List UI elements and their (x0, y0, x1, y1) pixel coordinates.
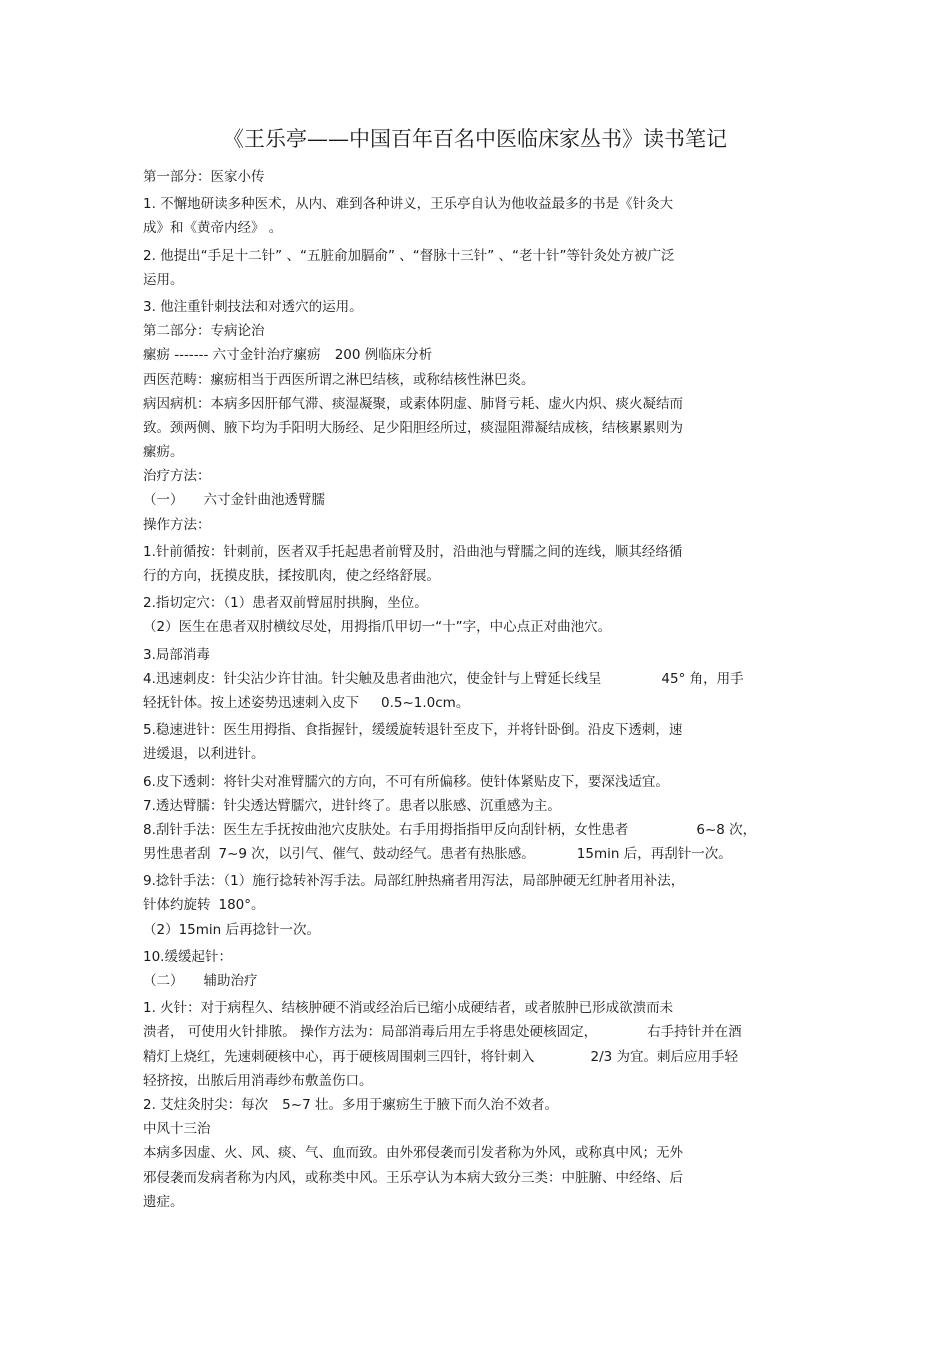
text-segment: 进缓退，以利进针。 (143, 746, 265, 763)
text-segment: 治疗方法： (143, 468, 211, 485)
text-segment: 0.5~1.0cm。 (381, 694, 470, 711)
text-line (143, 216, 808, 240)
text-segment: 致。颈两侧、腋下均为手阳明大肠经、足少阳胆经所过，痰湿阻滞凝结成核，结核累累则为 (143, 419, 683, 436)
text-line (143, 718, 808, 742)
text-line (143, 893, 808, 917)
text-segment: 运用。 (143, 271, 184, 288)
text-segment: 男性患者刮 (143, 846, 211, 863)
text-line (143, 770, 808, 794)
text-line (143, 667, 808, 691)
text-segment: 中风十三治 (143, 1121, 211, 1138)
text-segment: 8.刮针手法：医生左手抚按曲池穴皮肤处。右手用拇指指甲反向刮针柄，女性患者 (143, 821, 629, 838)
text-line (143, 319, 808, 343)
text-line (143, 918, 808, 942)
text-segment: 行的方向，抚摸皮肤，揉按肌肉，使之经络舒展。 (143, 568, 440, 584)
text-line (143, 1141, 808, 1165)
text-segment: 辅助治疗 (203, 973, 258, 989)
text-segment: 瘰疬 ------- 六寸金针治疗瘰疬 (143, 347, 321, 364)
text-line (143, 842, 808, 866)
text-segment: 2/3 为宜。刺后应用手轻 (590, 1048, 739, 1065)
text-segment: 2.指切定穴：（1）患者双前臂屈肘拱胸，坐位。 (143, 595, 428, 612)
text-segment: （2）15min 后再捻针一次。 (143, 921, 321, 938)
text-line (143, 416, 808, 440)
text-segment: 针体约旋转 (143, 897, 211, 914)
text-line (143, 1117, 808, 1141)
text-line (143, 392, 808, 416)
text-segment: 遗症。 (143, 1193, 184, 1210)
text-line (143, 591, 808, 615)
text-line (143, 945, 808, 969)
text-segment: 六寸金针曲池透臂臑 (203, 492, 325, 509)
text-segment: 轻挤按，出脓后用消毒纱布敷盖伤口。 (143, 1072, 373, 1089)
text-line (143, 268, 808, 292)
text-segment: 瘰疬。 (143, 444, 184, 461)
text-segment: 1.针前循按：针刺前，医者双手托起患者前臂及肘，沿曲池与臂臑之间的连线，顺其经络循 (143, 543, 683, 560)
text-line (143, 244, 808, 268)
text-segment: （一） (143, 492, 184, 509)
text-segment: 7.透达臂臑：针尖透达臂臑穴，进针终了。患者以胀感、沉重感为主。 (143, 797, 561, 814)
document-title: 《王乐亭——中国百年百名中医临床家丛书》读书笔记 (223, 127, 727, 151)
text-segment: （二） (143, 973, 184, 989)
text-segment: 右手持针并在酒 (647, 1024, 742, 1041)
text-segment: 第二部分：专病论治 (143, 323, 265, 340)
text-line (143, 464, 808, 488)
text-segment: 成》和《黄帝内经》 。 (143, 220, 283, 237)
text-line (143, 540, 808, 564)
text-line (143, 1045, 808, 1069)
text-line (143, 192, 808, 216)
text-segment: 1. 火针：对于病程久、结核肿硬不消或经治后已缩小成硬结者，或者脓肿已形成欲溃而未 (143, 1000, 674, 1017)
text-line (143, 869, 808, 893)
text-line (143, 996, 808, 1020)
text-line (143, 1093, 808, 1117)
text-segment: 精灯上烧红，先速刺硬核中心，再于硬核周围刺三四针，将针刺入 (143, 1048, 535, 1065)
text-segment: （2）医生在患者双肘横纹尽处，用拇指爪甲切一“十”字，中心点正对曲池穴。 (143, 619, 612, 636)
text-line (143, 691, 808, 715)
text-segment: 5~7 壮。多用于瘰疬生于腋下而久治不效者。 (282, 1096, 558, 1113)
text-segment: 6.皮下透刺：将针尖对准臂臑穴的方向，不可有所偏移。使针体紧贴皮下，要深浅适宜。 (143, 773, 669, 790)
text-segment: 邪侵袭而发病者称为内风，或称类中风。王乐亭认为本病大致分三类：中脏腑、中经络、后 (143, 1169, 683, 1186)
text-segment: 病因病机：本病多因肝郁气滞、痰湿凝聚，或素体阴虚、肺肾亏耗、虚火内炽、痰火凝结而 (143, 395, 683, 412)
text-line (143, 643, 808, 667)
text-line (143, 1166, 808, 1190)
text-line (143, 488, 808, 512)
text-segment: 溃者， 可使用火针排脓。 操作方法为：局部消毒后用左手将患处硬核固定， (143, 1024, 598, 1041)
text-line (143, 818, 808, 842)
text-segment: 15min 后，再刮针一次。 (576, 846, 732, 863)
text-line (143, 794, 808, 818)
text-line (143, 513, 808, 537)
text-segment: 1. 不懈地研读多种医术，从内、难到各种讲义，王乐亭自认为他收益最多的书是《针灸大 (143, 196, 674, 213)
text-segment: 6~8 次， (696, 821, 757, 838)
text-segment: 5.稳速进针：医生用拇指、食指握针，缓缓旋转退针至皮下，并将针卧倒。沿皮下透刺，速 (143, 722, 683, 739)
text-segment: 3. 他注重针刺技法和对透穴的运用。 (143, 298, 363, 315)
text-segment: 轻抚针体。按上述姿势迅速刺入皮下 (143, 694, 359, 711)
text-line (143, 1020, 808, 1044)
text-line (143, 440, 808, 464)
text-segment: 45° 角，用手 (661, 670, 744, 687)
text-segment: 9.捻针手法：（1）施行捻转补泻手法。局部红肿热痛者用泻法，局部肿硬无红肿者用补法， (143, 873, 685, 890)
text-line (143, 368, 808, 392)
text-segment: 西医范畴：瘰疬相当于西医所谓之淋巴结核，或称结核性淋巴炎。 (143, 371, 535, 388)
text-line (143, 969, 808, 993)
text-segment: 2. 他提出“手足十二针” 、“五脏俞加膈俞” 、“督脉十三针” 、“老十针”等针灸处方被广泛 (143, 247, 675, 264)
text-segment: 2. 艾炷灸肘尖：每次 (143, 1096, 269, 1113)
text-segment: 3.局部消毒 (143, 646, 210, 663)
document-body (143, 165, 808, 1214)
text-segment: 180°。 (218, 897, 265, 914)
text-segment: 200 例临床分析 (334, 347, 433, 364)
text-segment: 10.缓缓起针： (143, 948, 232, 965)
text-segment: 操作方法： (143, 516, 211, 533)
text-line (143, 343, 808, 367)
text-line (143, 165, 808, 189)
text-segment: 7~9 次，以引气、催气、鼓动经气。患者有热胀感。 (218, 846, 535, 863)
text-line (143, 1069, 808, 1093)
text-line (143, 295, 808, 319)
text-line (143, 564, 808, 588)
text-segment: 4.迅速刺皮：针尖沾少许甘油。针尖触及患者曲池穴，使金针与上臂延长线呈 (143, 670, 602, 687)
text-line (143, 615, 808, 639)
text-segment: 本病多因虚、火、风、痰、气、血而致。由外邪侵袭而引发者称为外风，或称真中风；无外 (143, 1145, 683, 1162)
text-line (143, 1190, 808, 1214)
text-line (143, 742, 808, 766)
text-segment: 第一部分：医家小传 (143, 169, 265, 185)
